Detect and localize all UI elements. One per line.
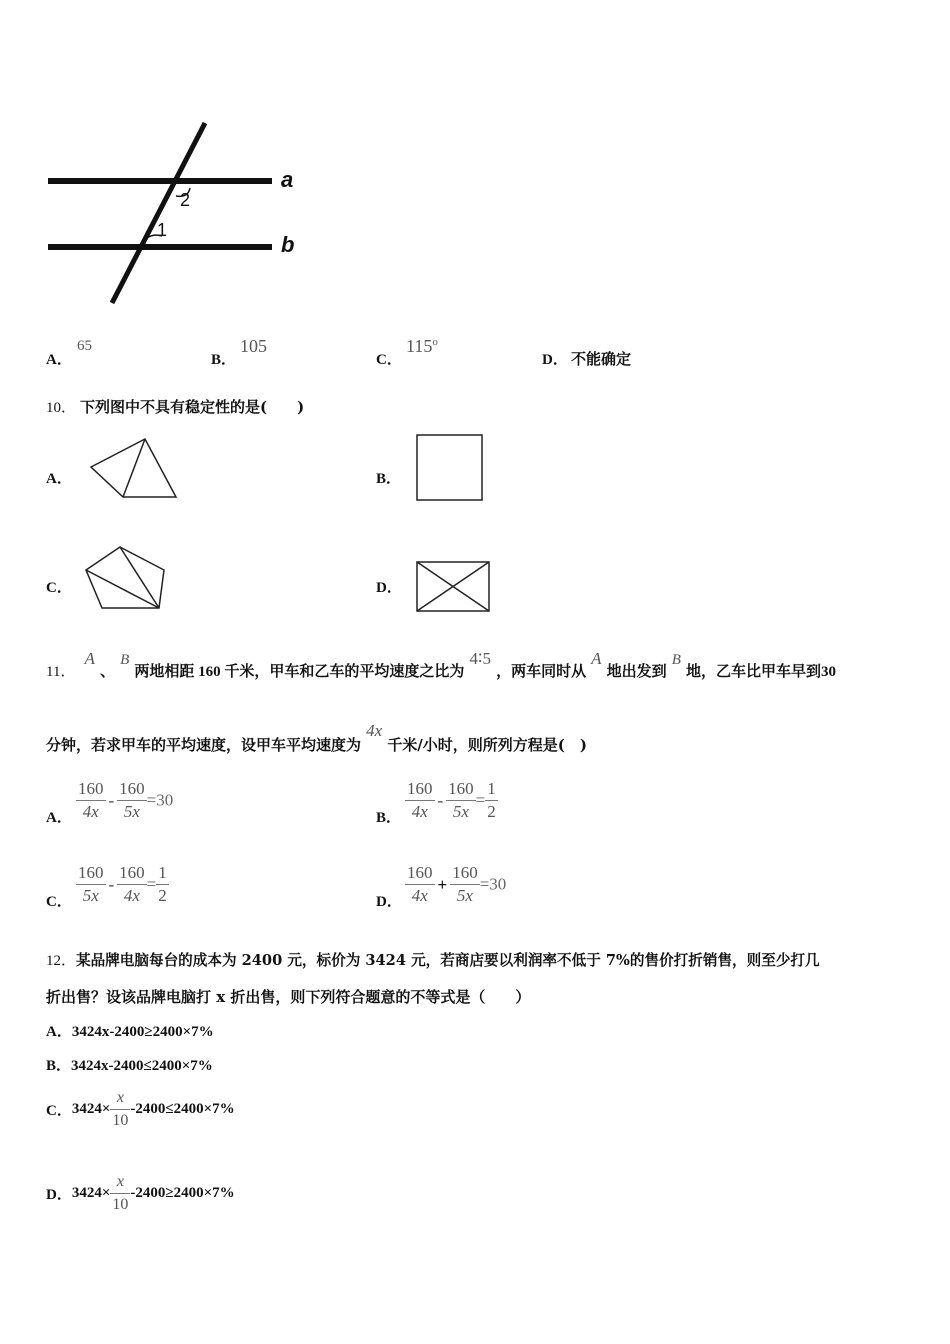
q10-option-a-label: A．	[46, 471, 72, 487]
q9-option-a-value: 65	[77, 338, 92, 354]
parallel-lines-svg	[40, 118, 310, 308]
q12-line-1	[46, 949, 820, 970]
q12-option-a: A．3424x-2400≥2400×7%	[46, 1024, 214, 1040]
q9-option-a-label: A．	[46, 352, 72, 368]
q12-option-b: B．3424x-2400≤2400×7%	[46, 1058, 213, 1074]
angle-1-label: 1	[157, 220, 168, 240]
q11-line-1	[46, 648, 836, 688]
q11-text-5: 地，乙车比甲车早到	[686, 662, 822, 680]
q11-option-d-label: D．	[376, 894, 402, 910]
q11-number: 11．	[46, 664, 76, 680]
q11-text-2: 千米，甲车和乙车的平均速度之比为	[224, 662, 465, 680]
q9-option-b-value: 105	[240, 336, 267, 356]
q11-line-2	[46, 720, 587, 760]
q11-option-d-expr: $\frac{160}{4x}$ + $\frac{160}{5x}$ =30	[407, 863, 507, 905]
rectangle-with-diagonals-shape-icon	[414, 559, 494, 619]
q10-option-b-label: B．	[376, 471, 402, 487]
q11-separator: 、	[100, 662, 116, 680]
q11-text-1: 两地相距	[134, 662, 195, 680]
q9-option-c-label: C．	[376, 352, 402, 368]
q11-point-a: A	[84, 649, 95, 668]
q12-text-2: 折出售？设该品牌电脑打 x 折出售，则下列符合题意的不等式是（ ）	[46, 988, 531, 1006]
q9-option-d-label: D．	[542, 352, 568, 368]
q11-text-7: 千米/小时，则所列方程是( )	[387, 736, 587, 754]
q11-option-a-expr: $\frac{160}{4x}$ - $\frac{160}{5x}$ =30	[78, 779, 174, 821]
q12-text-1: 某品牌电脑每台的成本为 2400 元，标价为 3424 元，若商店要以利润率不低于 7%的售价打折销售，则至少打几	[76, 952, 820, 969]
angle-2-label: 2	[180, 190, 191, 210]
q10-number: 10．	[46, 400, 77, 416]
q11-option-c-label: C．	[46, 894, 72, 910]
q9-option-d-value: 不能确定	[571, 350, 632, 368]
transversal-line	[112, 123, 205, 303]
q11-point-a-2: A	[591, 649, 602, 668]
q10-option-c-label: C．	[46, 580, 72, 596]
q9-option-b-label: B．	[211, 352, 237, 368]
q12-option-c: C．3424× $\frac{x}{10}$ -2400≤2400×7%	[46, 1089, 235, 1129]
q11-speed: 4x	[366, 721, 383, 740]
q11-minutes: 30	[821, 664, 837, 680]
q11-text-3: ，两车同时从	[496, 662, 587, 680]
q10-text: 下列图中不具有稳定性的是( )	[80, 398, 305, 416]
q11-distance: 160	[198, 664, 221, 680]
q12-number: 12．	[46, 953, 77, 969]
q11-option-b-expr: $\frac{160}{4x}$ - $\frac{160}{5x}$ = $\frac{1}{2}$	[407, 779, 496, 821]
q11-option-a-label: A．	[46, 810, 72, 826]
q11-text-6: 分钟，若求甲车的平均速度，设甲车平均速度为	[46, 736, 362, 754]
square-shape-icon	[414, 432, 494, 512]
q11-text-4: 地出发到	[606, 662, 667, 680]
triangle-split-shape-icon	[88, 436, 188, 506]
q11-point-b-2: B	[671, 652, 681, 668]
q11-option-b-label: B．	[376, 810, 402, 826]
q11-point-b: B	[120, 652, 130, 668]
pentagon-triangulated-shape-icon	[82, 544, 172, 614]
q12-option-d: D．3424× $\frac{x}{10}$ -2400≥2400×7%	[46, 1173, 235, 1213]
q11-ratio: 4∶5	[469, 649, 491, 668]
q10-option-d-label: D．	[376, 580, 402, 596]
line-b-label: b	[281, 232, 295, 257]
q9-option-c-value: 115$^o$	[406, 336, 438, 356]
q11-option-c-expr: $\frac{160}{5x}$ - $\frac{160}{4x}$ = $\frac{1}{2}$	[78, 863, 167, 905]
line-a-label: a	[281, 167, 294, 192]
